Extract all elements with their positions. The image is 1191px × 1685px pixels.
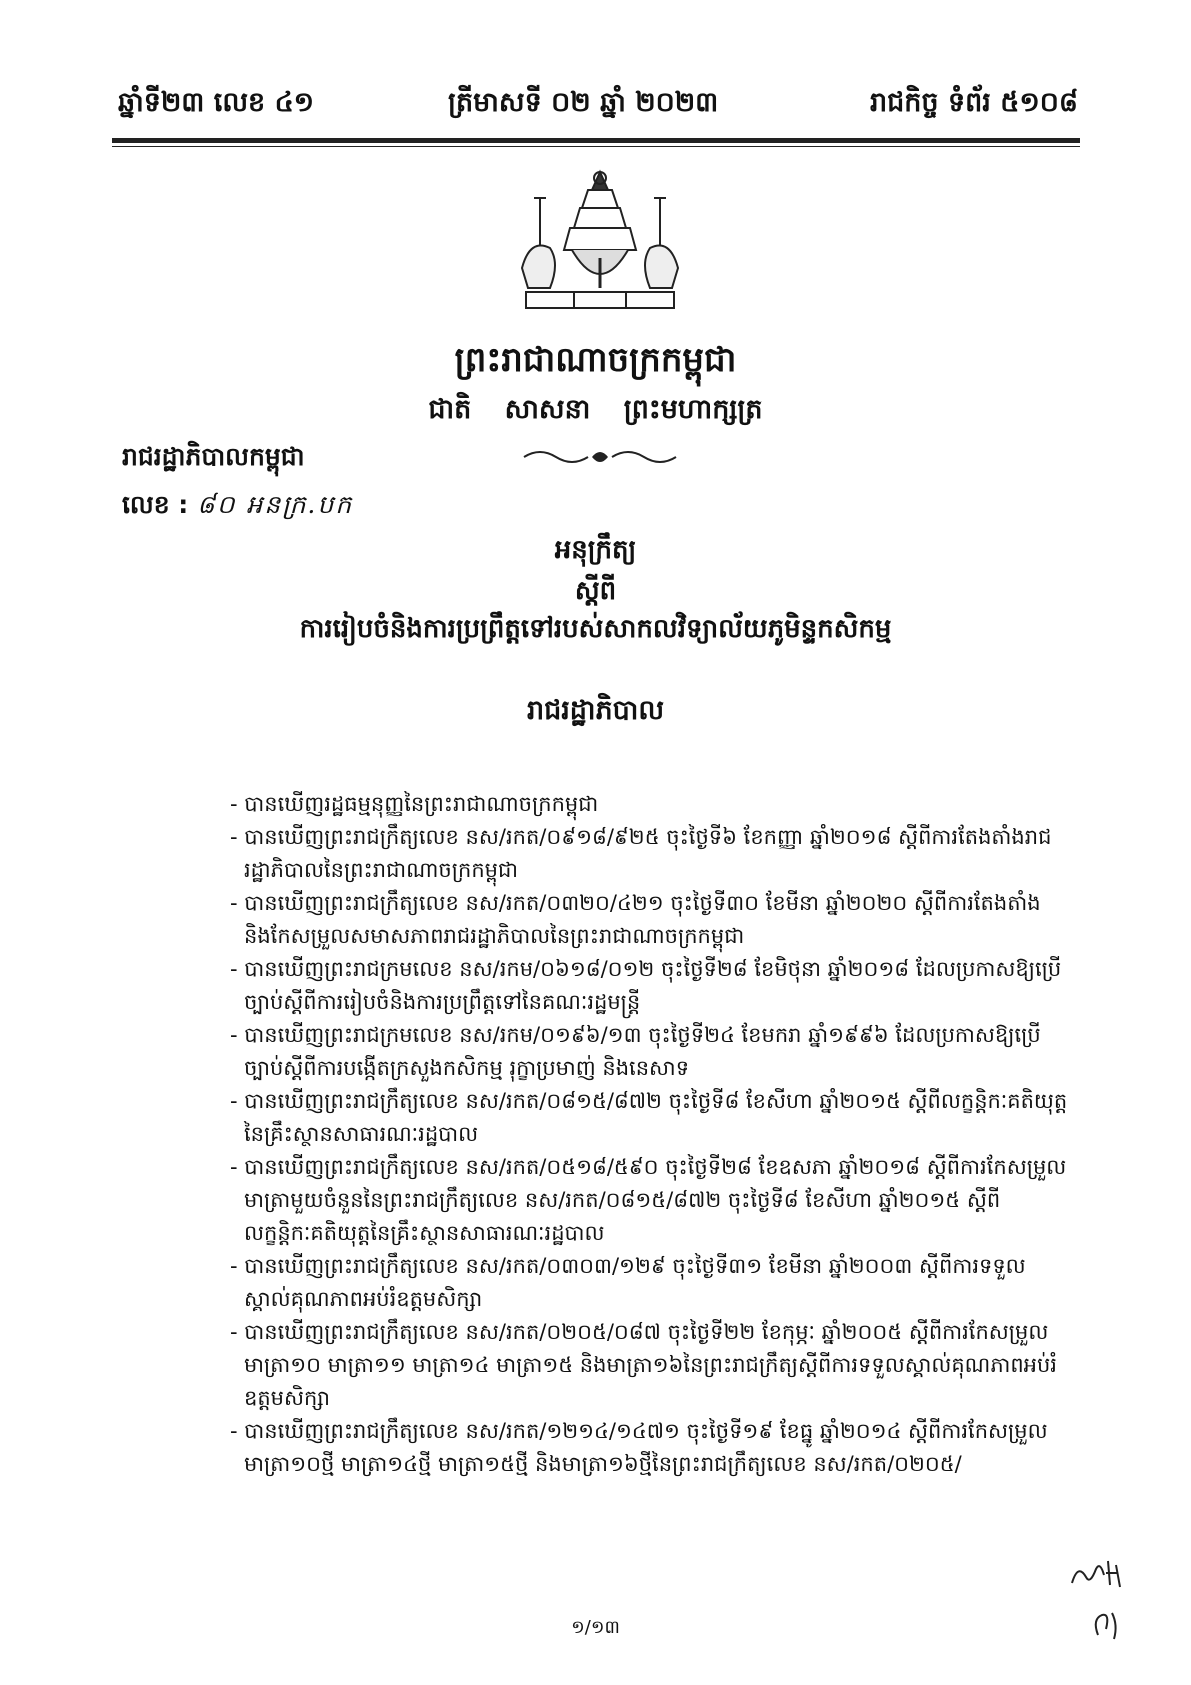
government-heading: រាជរដ្ឋាភិបាល xyxy=(526,695,665,726)
kingdom-motto: ជាតិ សាសនា ព្រះមហាក្សត្រ xyxy=(428,394,763,425)
header-gazette-page: រាជកិច្ច ទំព័រ ៥១០៨ xyxy=(870,87,1078,118)
document-number xyxy=(122,490,353,526)
gazette-header xyxy=(118,86,1078,130)
issuer-name: រាជរដ្ឋាភិបាលកម្ពុជា xyxy=(122,442,305,471)
recital-item: - បានឃើញព្រះរាជក្រមលេខ នស/រកម/០១៩៦/១៣ ចុះថ្ងៃទី២៤ ខែមករា ឆ្នាំ១៩៩៦ ដែលប្រកាសឱ្យប្រើច្បាប់ស្ដីពីការបង្កើតក្រសួងកសិកម្ម រុក្ខាប្រមាញ់ និងនេសាទ xyxy=(230,1019,1070,1085)
recital-item: - បានឃើញព្រះរាជក្រឹត្យលេខ នស/រកត/០៣០៣/១២៩ ចុះថ្ងៃទី៣១ ខែមីនា ឆ្នាំ២០០៣ ស្ដីពីការទទួលស្គាល់គុណភាពអប់រំឧត្ដមសិក្សា xyxy=(230,1250,1070,1316)
document-number-value: ៨០ អនក្រ.បក xyxy=(197,490,354,519)
title-line-1: អនុក្រឹត្យ xyxy=(554,535,637,565)
header-rule-thick xyxy=(112,138,1080,143)
recital-item: - បានឃើញរដ្ឋធម្មនុញ្ញនៃព្រះរាជាណាចក្រកម្ពុជា xyxy=(230,788,1070,821)
header-quarter: ត្រីមាសទី ០២ ឆ្នាំ ២០២៣ xyxy=(448,87,719,118)
recitals-list xyxy=(230,788,1070,1481)
header-rule-thin xyxy=(112,146,1080,147)
recital-item: - បានឃើញព្រះរាជក្រឹត្យលេខ នស/រកត/០៥១៨/៥៩០ ចុះថ្ងៃទី២៨ ខែឧសភា ឆ្នាំ២០១៨ ស្ដីពីការកែសម្រួលមាត្រាមួយចំនួននៃព្រះរាជក្រឹត្យលេខ នស/រកត/០៨១៥/៨៧២ ចុះថ្ងៃទី៨ ខែសីហា ឆ្នាំ២០១៥ ស្ដីពីលក្ខន្តិកៈគតិយុត្តនៃគ្រឹះស្ថានសាធារណៈរដ្ឋបាល xyxy=(230,1151,1070,1250)
ornament-divider-icon xyxy=(520,445,680,469)
recital-item: - បានឃើញព្រះរាជក្រមលេខ នស/រកម/០៦១៨/០១២ ចុះថ្ងៃទី២៨ ខែមិថុនា ឆ្នាំ២០១៨ ដែលប្រកាសឱ្យប្រើច្បាប់ស្ដីពីការរៀបចំនិងការប្រព្រឹត្តទៅនៃគណៈរដ្ឋមន្ត្រី xyxy=(230,953,1070,1019)
handwritten-initials-icon xyxy=(1068,1555,1128,1593)
royal-arms-icon xyxy=(500,168,700,328)
title-line-3: ការរៀបចំនិងការប្រព្រឹត្តទៅរបស់សាកលវិទ្យាល័យភូមិន្ទកសិកម្ម xyxy=(299,614,892,644)
page-number: ១/១៣ xyxy=(571,1617,620,1638)
recital-item: - បានឃើញព្រះរាជក្រឹត្យលេខ នស/រកត/០២០៥/០៨៧ ចុះថ្ងៃទី២២ ខែកុម្ភៈ ឆ្នាំ២០០៥ ស្ដីពីការកែសម្រួល មាត្រា១០ មាត្រា១១ មាត្រា១៤ មាត្រា១៥ និងមាត្រា១៦នៃព្រះរាជក្រឹត្យស្ដីពីការទទួលស្គាល់គុណភាពអប់រំឧត្ដមសិក្សា xyxy=(230,1316,1070,1415)
kingdom-name: ព្រះរាជាណាចក្រកម្ពុជា xyxy=(454,340,737,380)
handwritten-mark-icon xyxy=(1088,1605,1128,1645)
recital-item: - បានឃើញព្រះរាជក្រឹត្យលេខ នស/រកត/១២១៤/១៤៧១ ចុះថ្ងៃទី១៩ ខែធ្នូ ឆ្នាំ២០១៤ ស្ដីពីការកែសម្រួល មាត្រា១០ថ្មី មាត្រា១៤ថ្មី មាត្រា១៥ថ្មី និងមាត្រា១៦ថ្មីនៃព្រះរាជក្រឹត្យលេខ នស/រកត/០២០៥/ xyxy=(230,1415,1070,1481)
recital-item: - បានឃើញព្រះរាជក្រឹត្យលេខ នស/រកត/០៩១៨/៩២៥ ចុះថ្ងៃទី៦ ខែកញ្ញា ឆ្នាំ២០១៨ ស្ដីពីការតែងតាំងរាជរដ្ឋាភិបាលនៃព្រះរាជាណាចក្រកម្ពុជា xyxy=(230,821,1070,887)
title-line-2: ស្ដីពី xyxy=(574,576,617,606)
recital-item: - បានឃើញព្រះរាជក្រឹត្យលេខ នស/រកត/០៣២០/៤២១ ចុះថ្ងៃទី៣០ ខែមីនា ឆ្នាំ២០២០ ស្ដីពីការតែងតាំង និងកែសម្រួលសមាសភាពរាជរដ្ឋាភិបាលនៃព្រះរាជាណាចក្រកម្ពុជា xyxy=(230,887,1070,953)
header-year-issue: ឆ្នាំទី២៣ លេខ ៤១ xyxy=(118,87,315,118)
recital-item: - បានឃើញព្រះរាជក្រឹត្យលេខ នស/រកត/០៨១៥/៨៧២ ចុះថ្ងៃទី៨ ខែសីហា ឆ្នាំ២០១៥ ស្ដីពីលក្ខន្តិកៈគតិយុត្តនៃគ្រឹះស្ថានសាធារណៈរដ្ឋបាល xyxy=(230,1085,1070,1151)
document-number-label: លេខ : xyxy=(122,490,189,519)
